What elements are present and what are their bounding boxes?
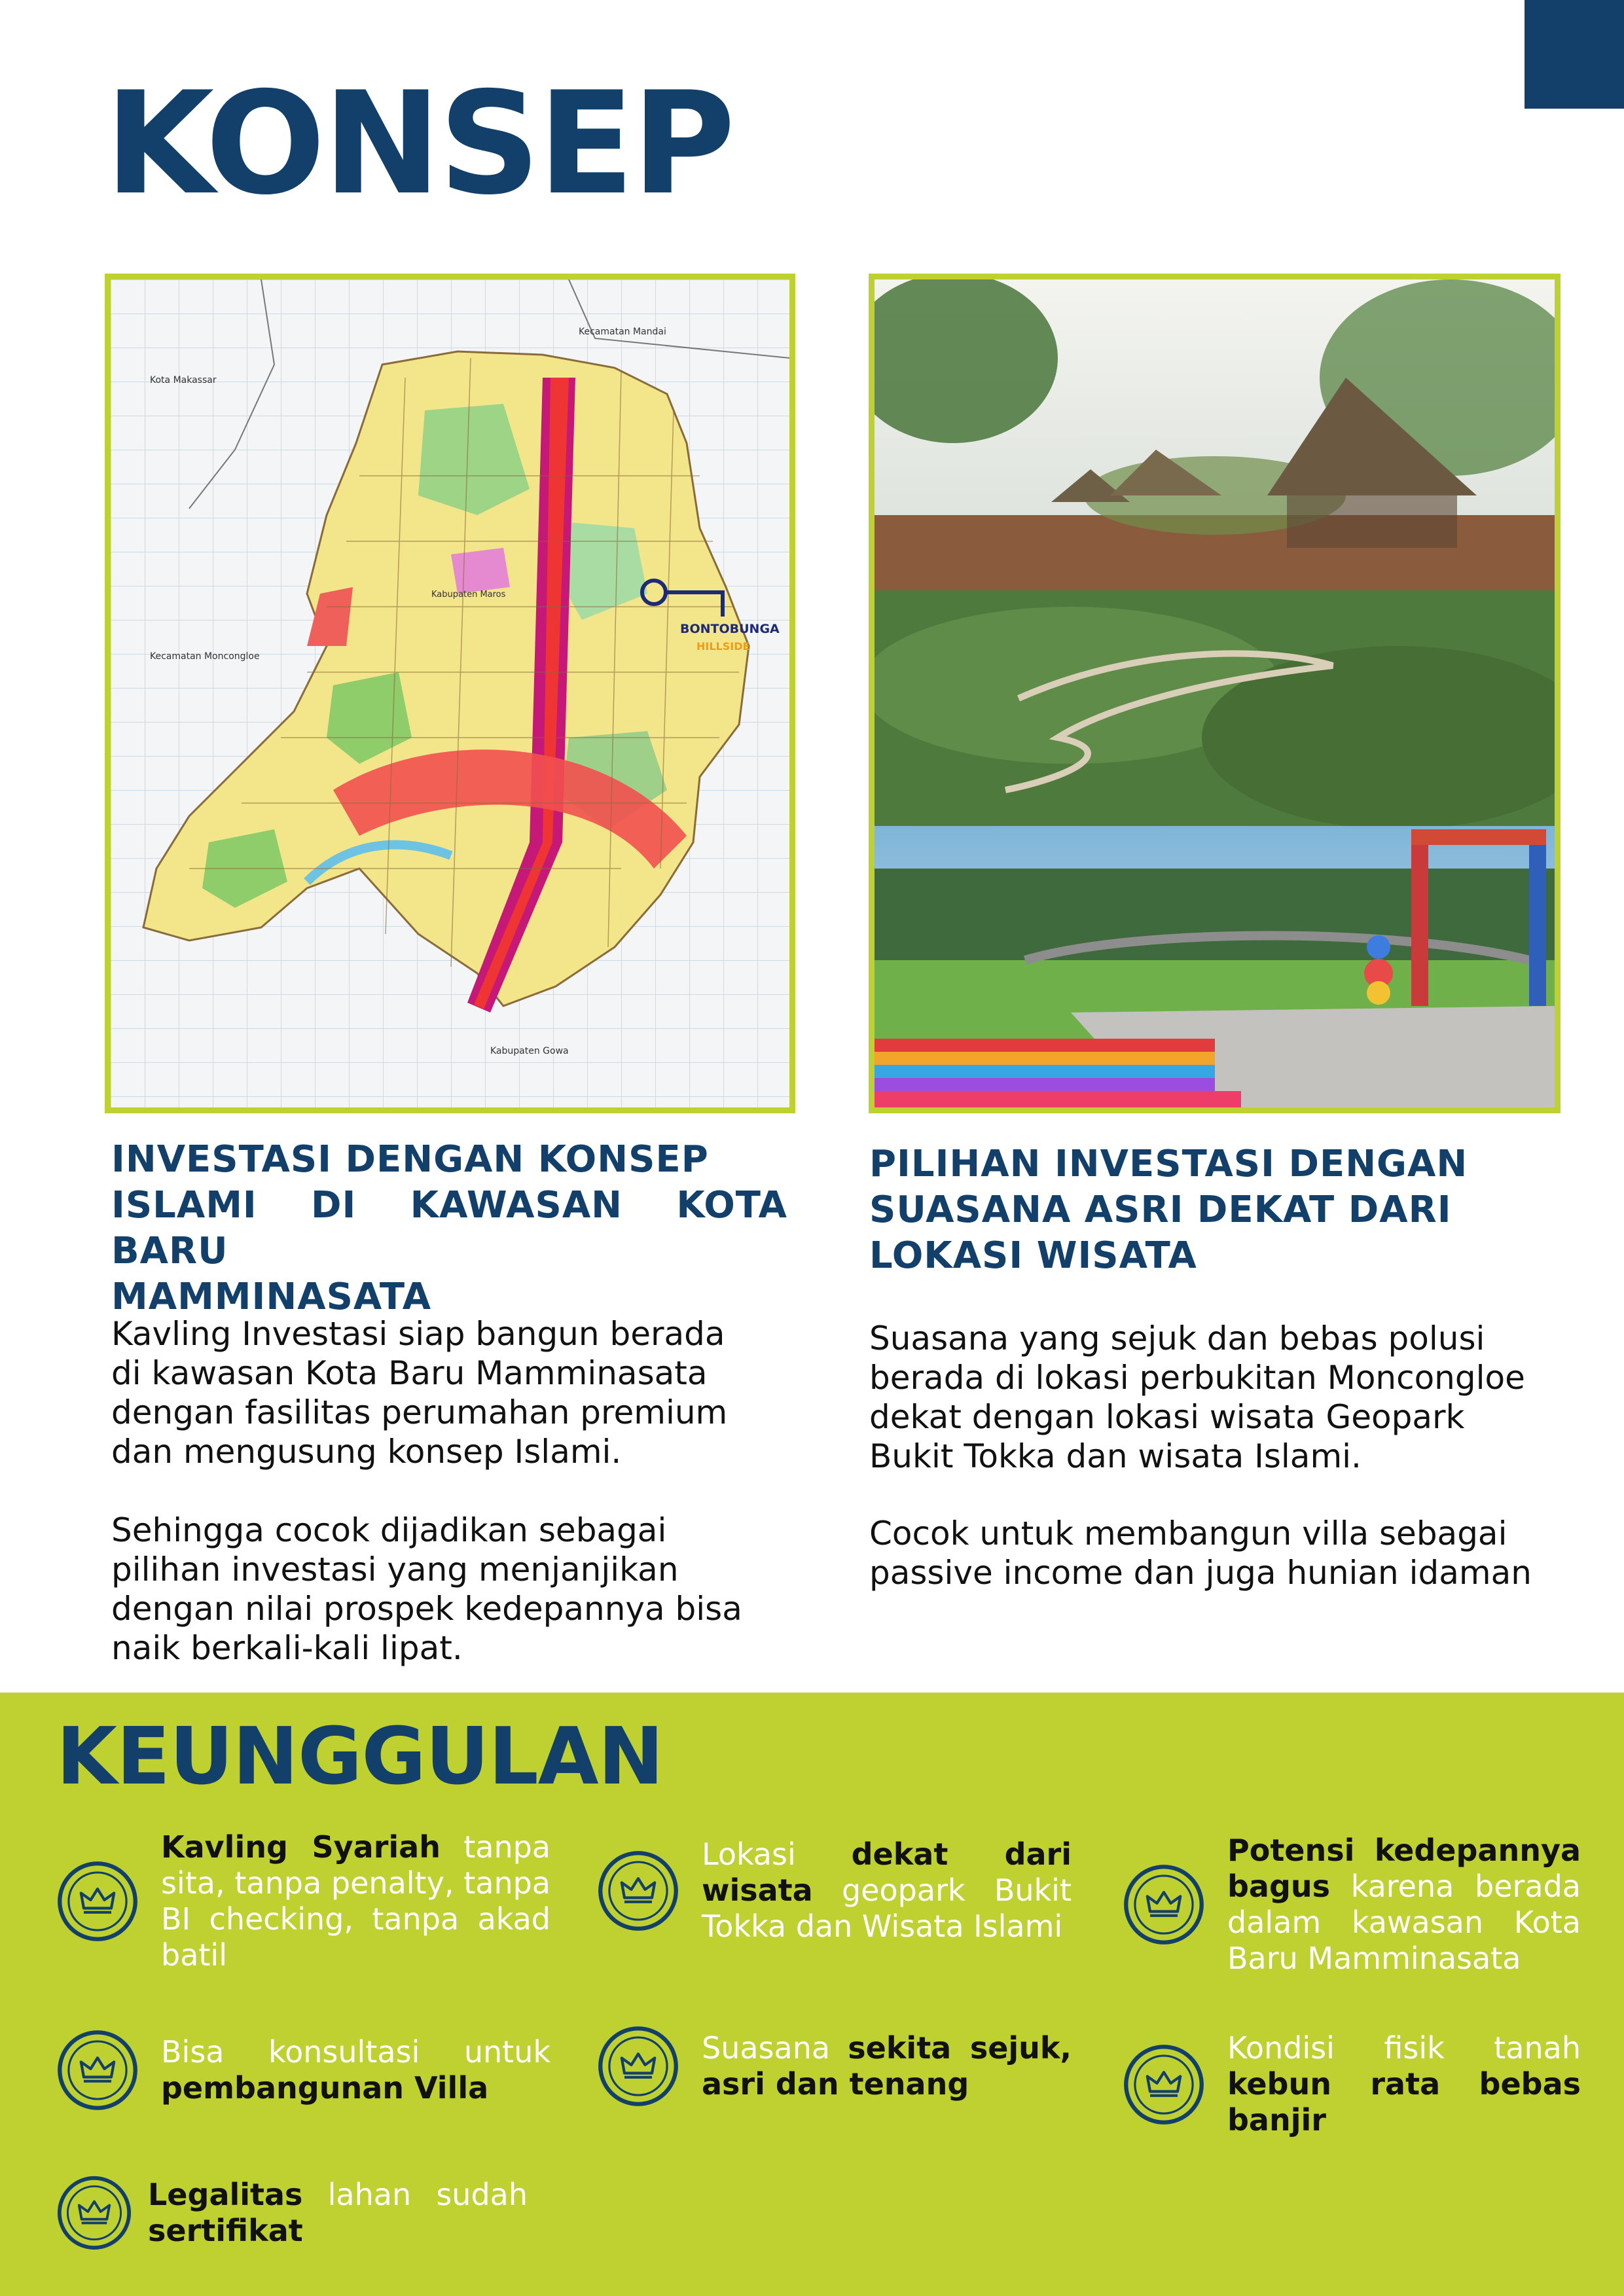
advantage-item bbox=[56, 2175, 528, 2251]
map-label: Kecamatan Moncongloe bbox=[150, 651, 260, 662]
advantage-highlight: kebun rata bebas banjir bbox=[1227, 2066, 1581, 2138]
text-line: Cocok untuk membangun villa sebagai bbox=[869, 1515, 1507, 1552]
corner-block bbox=[1525, 0, 1624, 109]
advantage-item bbox=[1123, 1833, 1581, 1977]
right-heading bbox=[869, 1141, 1547, 1279]
text-line: di kawasan Kota Baru Mamminasata bbox=[111, 1354, 708, 1392]
text-line: passive income dan juga hunian idaman bbox=[869, 1554, 1532, 1592]
heading-line: SUASANA ASRI DEKAT DARI bbox=[869, 1189, 1452, 1231]
advantage-item bbox=[597, 1837, 1072, 1945]
right-paragraph-1 bbox=[869, 1319, 1547, 1476]
left-paragraph-1 bbox=[111, 1314, 787, 1471]
advantage-text: karena berada dalam kawasan Kota Baru Mamminasata bbox=[1227, 1869, 1581, 1976]
map-label: Kabupaten Maros bbox=[431, 590, 506, 600]
text-line: dan mengusung konsep Islami. bbox=[111, 1433, 622, 1471]
advantage-text: Bisa konsultasi untuk bbox=[161, 2034, 550, 2070]
text-line: naik berkali-kali lipat. bbox=[111, 1629, 463, 1667]
heading-line: ISLAMI DI KAWASAN KOTA BARU bbox=[111, 1184, 787, 1272]
text-line: Sehingga cocok dijadikan sebagai bbox=[111, 1511, 667, 1549]
left-paragraph-2 bbox=[111, 1511, 787, 1668]
advantage-highlight: dekat dari wisata bbox=[702, 1837, 1072, 1908]
advantage-text: lahan sudah bbox=[302, 2177, 528, 2212]
text-line: Kavling Investasi siap bangun berada bbox=[111, 1315, 725, 1353]
advantage-highlight: Kavling Syariah bbox=[161, 1829, 441, 1865]
heading-line: LOKASI WISATA bbox=[869, 1234, 1197, 1277]
advantage-item bbox=[597, 2025, 1072, 2108]
heading-line: INVESTASI DENGAN KONSEP bbox=[111, 1138, 709, 1181]
crown-badge-icon bbox=[597, 1850, 679, 1932]
left-heading bbox=[111, 1137, 787, 1320]
page-title: KONSEP bbox=[105, 62, 733, 226]
crown-badge-icon bbox=[56, 1860, 139, 1943]
map-marker-sublabel: HILLSIDE bbox=[696, 640, 750, 653]
text-line: dekat dengan lokasi wisata Geopark bbox=[869, 1398, 1465, 1436]
map-label: Kabupaten Gowa bbox=[490, 1046, 569, 1056]
crown-badge-icon bbox=[56, 2029, 139, 2111]
right-paragraph-2 bbox=[869, 1514, 1547, 1592]
text-line: Bukit Tokka dan wisata Islami. bbox=[869, 1437, 1362, 1475]
crown-badge-icon bbox=[1123, 2043, 1205, 2126]
advantage-item bbox=[56, 2029, 550, 2111]
advantage-text: Lokasi bbox=[702, 1837, 852, 1872]
advantage-text: geopark Bukit Tokka dan Wisata Islami bbox=[702, 1873, 1072, 1944]
map-marker-label: BONTOBUNGA bbox=[680, 622, 780, 636]
advantage-highlight: sertifikat bbox=[148, 2213, 303, 2248]
advantage-text: Kondisi fisik tanah bbox=[1227, 2030, 1581, 2066]
advantage-highlight: Potensi kedepannya bagus bbox=[1227, 1833, 1581, 1904]
advantage-highlight: sekita sejuk, asri dan tenang bbox=[702, 2030, 1072, 2102]
advantage-item bbox=[56, 1829, 550, 1973]
scenery-photo-collage bbox=[869, 274, 1561, 1113]
crown-badge-icon bbox=[1123, 1863, 1205, 1946]
heading-line: MAMMINASATA bbox=[111, 1276, 432, 1318]
advantage-highlight: pembangunan Villa bbox=[161, 2070, 489, 2106]
heading-line: PILIHAN INVESTASI DENGAN bbox=[869, 1143, 1468, 1185]
map-label: Kecamatan Mandai bbox=[579, 327, 666, 337]
text-line: Suasana yang sejuk dan bebas polusi bbox=[869, 1319, 1485, 1357]
text-line: dengan fasilitas perumahan premium bbox=[111, 1393, 728, 1431]
advantage-text: tanpa sita, tanpa penalty, tanpa BI checking, tanpa akad batil bbox=[161, 1829, 550, 1973]
text-line: pilihan investasi yang menjanjikan bbox=[111, 1551, 679, 1588]
crown-badge-icon bbox=[597, 2025, 679, 2108]
crown-badge-icon bbox=[56, 2175, 132, 2251]
advantage-item bbox=[1123, 2030, 1581, 2138]
advantage-text: Suasana bbox=[702, 2030, 848, 2066]
text-line: berada di lokasi perbukitan Moncongloe bbox=[869, 1359, 1525, 1397]
map-label: Kota Makassar bbox=[150, 375, 217, 386]
zoning-map-image bbox=[105, 274, 795, 1113]
advantage-highlight: Legalitas bbox=[148, 2177, 303, 2212]
advantages-title: KEUNGGULAN bbox=[56, 1712, 664, 1803]
text-line: dengan nilai prospek kedepannya bisa bbox=[111, 1590, 742, 1628]
